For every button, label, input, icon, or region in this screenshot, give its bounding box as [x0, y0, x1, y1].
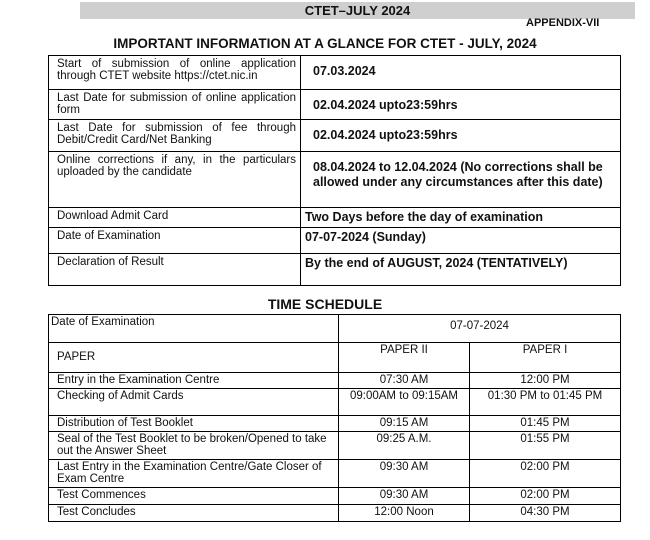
table-row [49, 90, 621, 120]
info-value: 07-07-2024 (Sunday) [301, 228, 621, 254]
paper-ii-time: 12:00 Noon [339, 505, 470, 522]
schedule-activity: Last Entry in the Examination Centre/Gate Closer of Exam Centre [49, 460, 339, 488]
info-label: Download Admit Card [49, 208, 301, 228]
schedule-date-label: Date of Examination [49, 315, 339, 343]
table-row [49, 460, 621, 488]
schedule-activity: Entry in the Examination Centre [49, 373, 339, 389]
page-title: IMPORTANT INFORMATION AT A GLANCE FOR CTET - JULY, 2024 [113, 36, 537, 51]
paper-header-label: PAPER [49, 343, 339, 373]
table-row [49, 416, 621, 432]
table-row [49, 152, 621, 208]
table-row [49, 505, 621, 522]
table-row [49, 488, 621, 505]
schedule-activity: Distribution of Test Booklet [49, 416, 339, 432]
schedule-activity: Seal of the Test Booklet to be broken/Opened to take out the Answer Sheet [49, 432, 339, 460]
info-label: Start of submission of online application through CTET website https://ctet.nic.in [49, 56, 301, 90]
schedule-activity: Checking of Admit Cards [49, 389, 339, 416]
table-row [49, 56, 621, 90]
paper-ii-time: 09:30 AM [339, 460, 470, 488]
appendix-label: APPENDIX-VII [526, 17, 600, 29]
table-row [49, 432, 621, 460]
info-label: Online corrections if any, in the particulars uploaded by the candidate [49, 152, 301, 208]
info-label: Declaration of Result [49, 254, 301, 286]
info-label: Last Date for submission of fee through Debit/Credit Card/Net Banking [49, 120, 301, 152]
table-row [49, 228, 621, 254]
paper-i-time: 02:00 PM [470, 488, 621, 505]
info-value: 02.04.2024 upto23:59hrs [301, 120, 621, 152]
info-value: By the end of AUGUST, 2024 (TENTATIVELY) [301, 254, 621, 286]
paper-i-time: 01:55 PM [470, 432, 621, 460]
paper-i-time: 01:30 PM to 01:45 PM [470, 389, 621, 416]
info-value: 08.04.2024 to 12.04.2024 (No corrections shall be allowed under any circumstances after this date) [301, 152, 621, 208]
paper-i-header: PAPER I [470, 343, 621, 373]
paper-i-time: 02:00 PM [470, 460, 621, 488]
paper-i-time: 01:45 PM [470, 416, 621, 432]
paper-ii-time: 09:25 A.M. [339, 432, 470, 460]
table-row [49, 208, 621, 228]
schedule-activity: Test Concludes [49, 505, 339, 522]
paper-ii-time: 09:30 AM [339, 488, 470, 505]
info-label: Last Date for submission of online application form [49, 90, 301, 120]
table-row [49, 315, 621, 343]
table-row [49, 389, 621, 416]
info-value: Two Days before the day of examination [301, 208, 621, 228]
paper-i-time: 12:00 PM [470, 373, 621, 389]
paper-ii-header: PAPER II [339, 343, 470, 373]
paper-i-time: 04:30 PM [470, 505, 621, 522]
info-value: 07.03.2024 [301, 56, 621, 90]
paper-ii-time: 09:00AM to 09:15AM [339, 389, 470, 416]
info-label: Date of Examination [49, 228, 301, 254]
document-title-bar: CTET–JULY 2024 [80, 2, 635, 19]
paper-ii-time: 09:15 AM [339, 416, 470, 432]
info-value: 02.04.2024 upto23:59hrs [301, 90, 621, 120]
table-row [49, 120, 621, 152]
table-row [49, 254, 621, 286]
time-schedule-table [48, 314, 621, 522]
time-schedule-title: TIME SCHEDULE [267, 296, 383, 312]
table-row [49, 373, 621, 389]
schedule-activity: Test Commences [49, 488, 339, 505]
paper-ii-time: 07:30 AM [339, 373, 470, 389]
table-header-row [49, 343, 621, 373]
important-info-table [48, 55, 621, 286]
schedule-date-value: 07-07-2024 [339, 315, 621, 343]
